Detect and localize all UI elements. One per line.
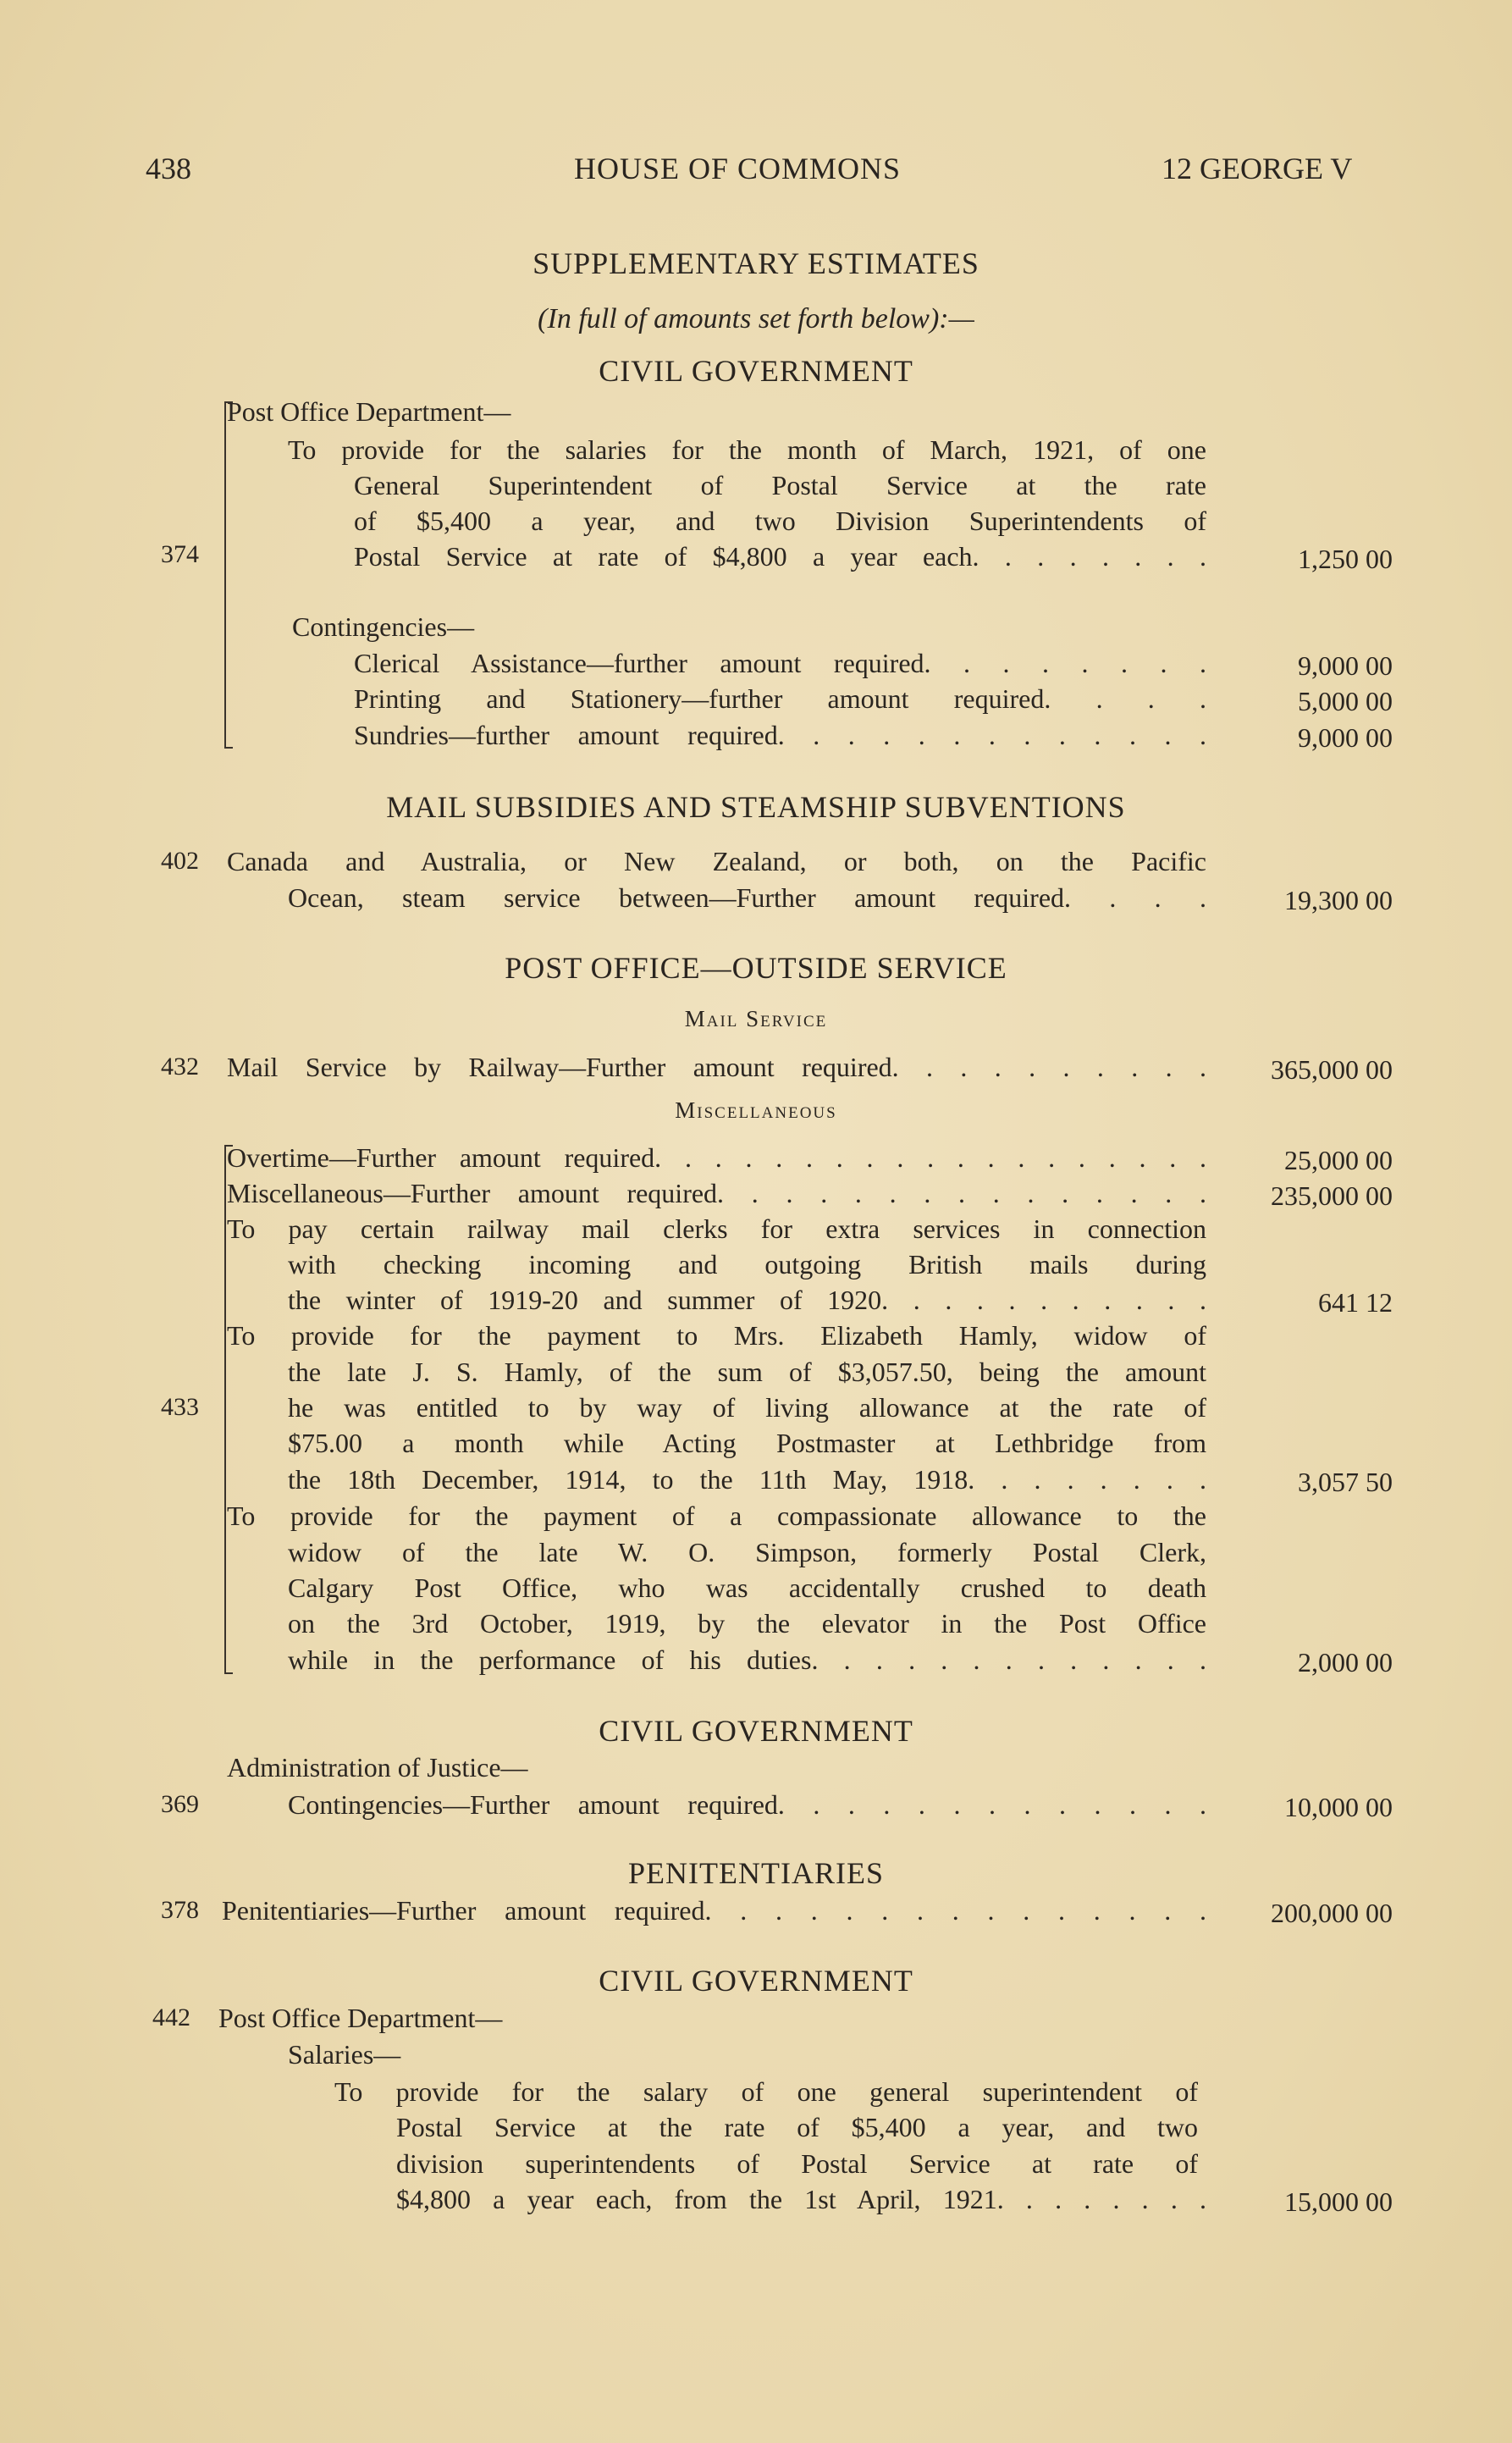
vote-number: 432 xyxy=(161,1053,199,1081)
section-title-civil-government: CIVIL GOVERNMENT xyxy=(599,1964,913,1998)
department-heading: Post Office Department— xyxy=(218,2003,503,2033)
running-title: HOUSE OF COMMONS xyxy=(574,152,902,185)
item-line: Calgary Post Office, who was accidentally crushed to death xyxy=(288,1572,1206,1603)
amount: 641 12 xyxy=(1318,1287,1393,1318)
amount: 9,000 00 xyxy=(1298,722,1393,753)
vote-number: 378 xyxy=(161,1896,199,1924)
item-line: To provide for the payment to Mrs. Elizabeth Hamly, widow of xyxy=(227,1320,1206,1351)
item-line: $4,800 a year each, from the 1st April, 1921. . . . . . . . xyxy=(396,2184,1206,2214)
section-title-civil-government: CIVIL GOVERNMENT xyxy=(599,354,913,388)
item-line: Contingencies—Further amount required. . . . . . . . . . . . . xyxy=(288,1789,1206,1820)
subheading: Salaries— xyxy=(288,2039,401,2070)
item-line: the winter of 1919-20 and summer of 1920. . . . . . . . . . . xyxy=(288,1285,1206,1315)
item-line: he was entitled to by way of living allowance at the rate of xyxy=(288,1392,1206,1423)
item-line: of $5,400 a year, and two Division Superintendents of xyxy=(354,506,1206,536)
item-line: Postal Service at the rate of $5,400 a year, and two xyxy=(396,2112,1198,2142)
item-line: widow of the late W. O. Simpson, formerly Postal Clerk, xyxy=(288,1537,1206,1567)
amount: 235,000 00 xyxy=(1271,1180,1393,1211)
item-line: the 18th December, 1914, to the 11th May, 1918. . . . . . . . xyxy=(288,1464,1206,1495)
item-line: To provide for the payment of a compassionate allowance to the xyxy=(227,1501,1206,1531)
amount: 15,000 00 xyxy=(1284,2186,1393,2217)
main-heading: SUPPLEMENTARY ESTIMATES xyxy=(533,246,979,280)
section-title-post-office-outside: POST OFFICE—OUTSIDE SERVICE xyxy=(505,951,1007,985)
vote-number: 402 xyxy=(161,847,199,875)
amount: 200,000 00 xyxy=(1271,1898,1393,1928)
item-line: Ocean, steam service between—Further amount required. . . . xyxy=(288,882,1206,913)
vote-number: 374 xyxy=(161,540,199,568)
item-line: while in the performance of his duties. . . . . . . . . . . . . xyxy=(288,1644,1206,1675)
vote-brace xyxy=(224,1145,226,1674)
vote-number: 369 xyxy=(161,1790,199,1818)
item-line: Sundries—further amount required. . . . . . . . . . . . . xyxy=(354,720,1206,750)
subheading: Administration of Justice— xyxy=(227,1752,528,1783)
vote-number: 442 xyxy=(152,2004,190,2031)
item-line: Clerical Assistance—further amount required. . . . . . . . xyxy=(354,648,1206,678)
item-line: Overtime—Further amount required. . . . . . . . . . . . . . . . . . . xyxy=(227,1142,1206,1173)
section-title-mail-subsidies: MAIL SUBSIDIES AND STEAMSHIP SUBVENTIONS xyxy=(386,790,1126,824)
regnal-year: 12 GEORGE V xyxy=(1162,152,1353,185)
item-line: Miscellaneous—Further amount required. . . . . . . . . . . . . . . xyxy=(227,1178,1206,1208)
amount: 2,000 00 xyxy=(1298,1647,1393,1677)
item-line: Mail Service by Railway—Further amount required. . . . . . . . . . xyxy=(227,1052,1206,1082)
amount: 1,250 00 xyxy=(1298,544,1393,574)
item-line: To provide for the salaries for the month of March, 1921, of one xyxy=(288,434,1206,465)
subsection-miscellaneous: Miscellaneous xyxy=(675,1097,837,1123)
amount: 25,000 00 xyxy=(1284,1145,1393,1175)
amount: 10,000 00 xyxy=(1284,1792,1393,1822)
section-title-penitentiaries: PENITENTIARIES xyxy=(628,1856,884,1890)
item-line: on the 3rd October, 1919, by the elevator in the Post Office xyxy=(288,1608,1206,1639)
item-line: the late J. S. Hamly, of the sum of $3,057.50, being the amount xyxy=(288,1357,1206,1387)
item-line: To pay certain railway mail clerks for extra services in connection xyxy=(227,1213,1206,1244)
vote-brace xyxy=(224,401,226,749)
vote-number: 433 xyxy=(161,1393,199,1421)
subheading: Contingencies— xyxy=(292,611,475,642)
item-line: Penitentiaries—Further amount required. . . . . . . . . . . . . . . xyxy=(222,1895,1206,1926)
item-line: with checking incoming and outgoing British mails during xyxy=(288,1249,1206,1280)
item-line: $75.00 a month while Acting Postmaster at Lethbridge from xyxy=(288,1428,1206,1458)
page-number: 438 xyxy=(146,152,191,185)
amount: 365,000 00 xyxy=(1271,1054,1393,1085)
sub-heading: (In full of amounts set forth below):— xyxy=(538,303,974,334)
item-line: General Superintendent of Postal Service at the rate xyxy=(354,470,1206,500)
section-title-civil-government: CIVIL GOVERNMENT xyxy=(599,1714,913,1748)
department-heading: Post Office Department— xyxy=(227,396,511,427)
item-line: Canada and Australia, or New Zealand, or both, on the Pacific xyxy=(227,846,1206,876)
amount: 19,300 00 xyxy=(1284,885,1393,915)
item-line: To provide for the salary of one general superintendent of xyxy=(334,2076,1198,2107)
item-line: Postal Service at rate of $4,800 a year each. . . . . . . . xyxy=(354,541,1206,572)
subsection-mail-service: Mail Service xyxy=(684,1006,828,1031)
amount: 9,000 00 xyxy=(1298,650,1393,681)
amount: 3,057 50 xyxy=(1298,1467,1393,1497)
amount: 5,000 00 xyxy=(1298,686,1393,716)
item-line: division superintendents of Postal Service at rate of xyxy=(396,2148,1198,2179)
item-line: Printing and Stationery—further amount required. . . . xyxy=(354,683,1206,714)
